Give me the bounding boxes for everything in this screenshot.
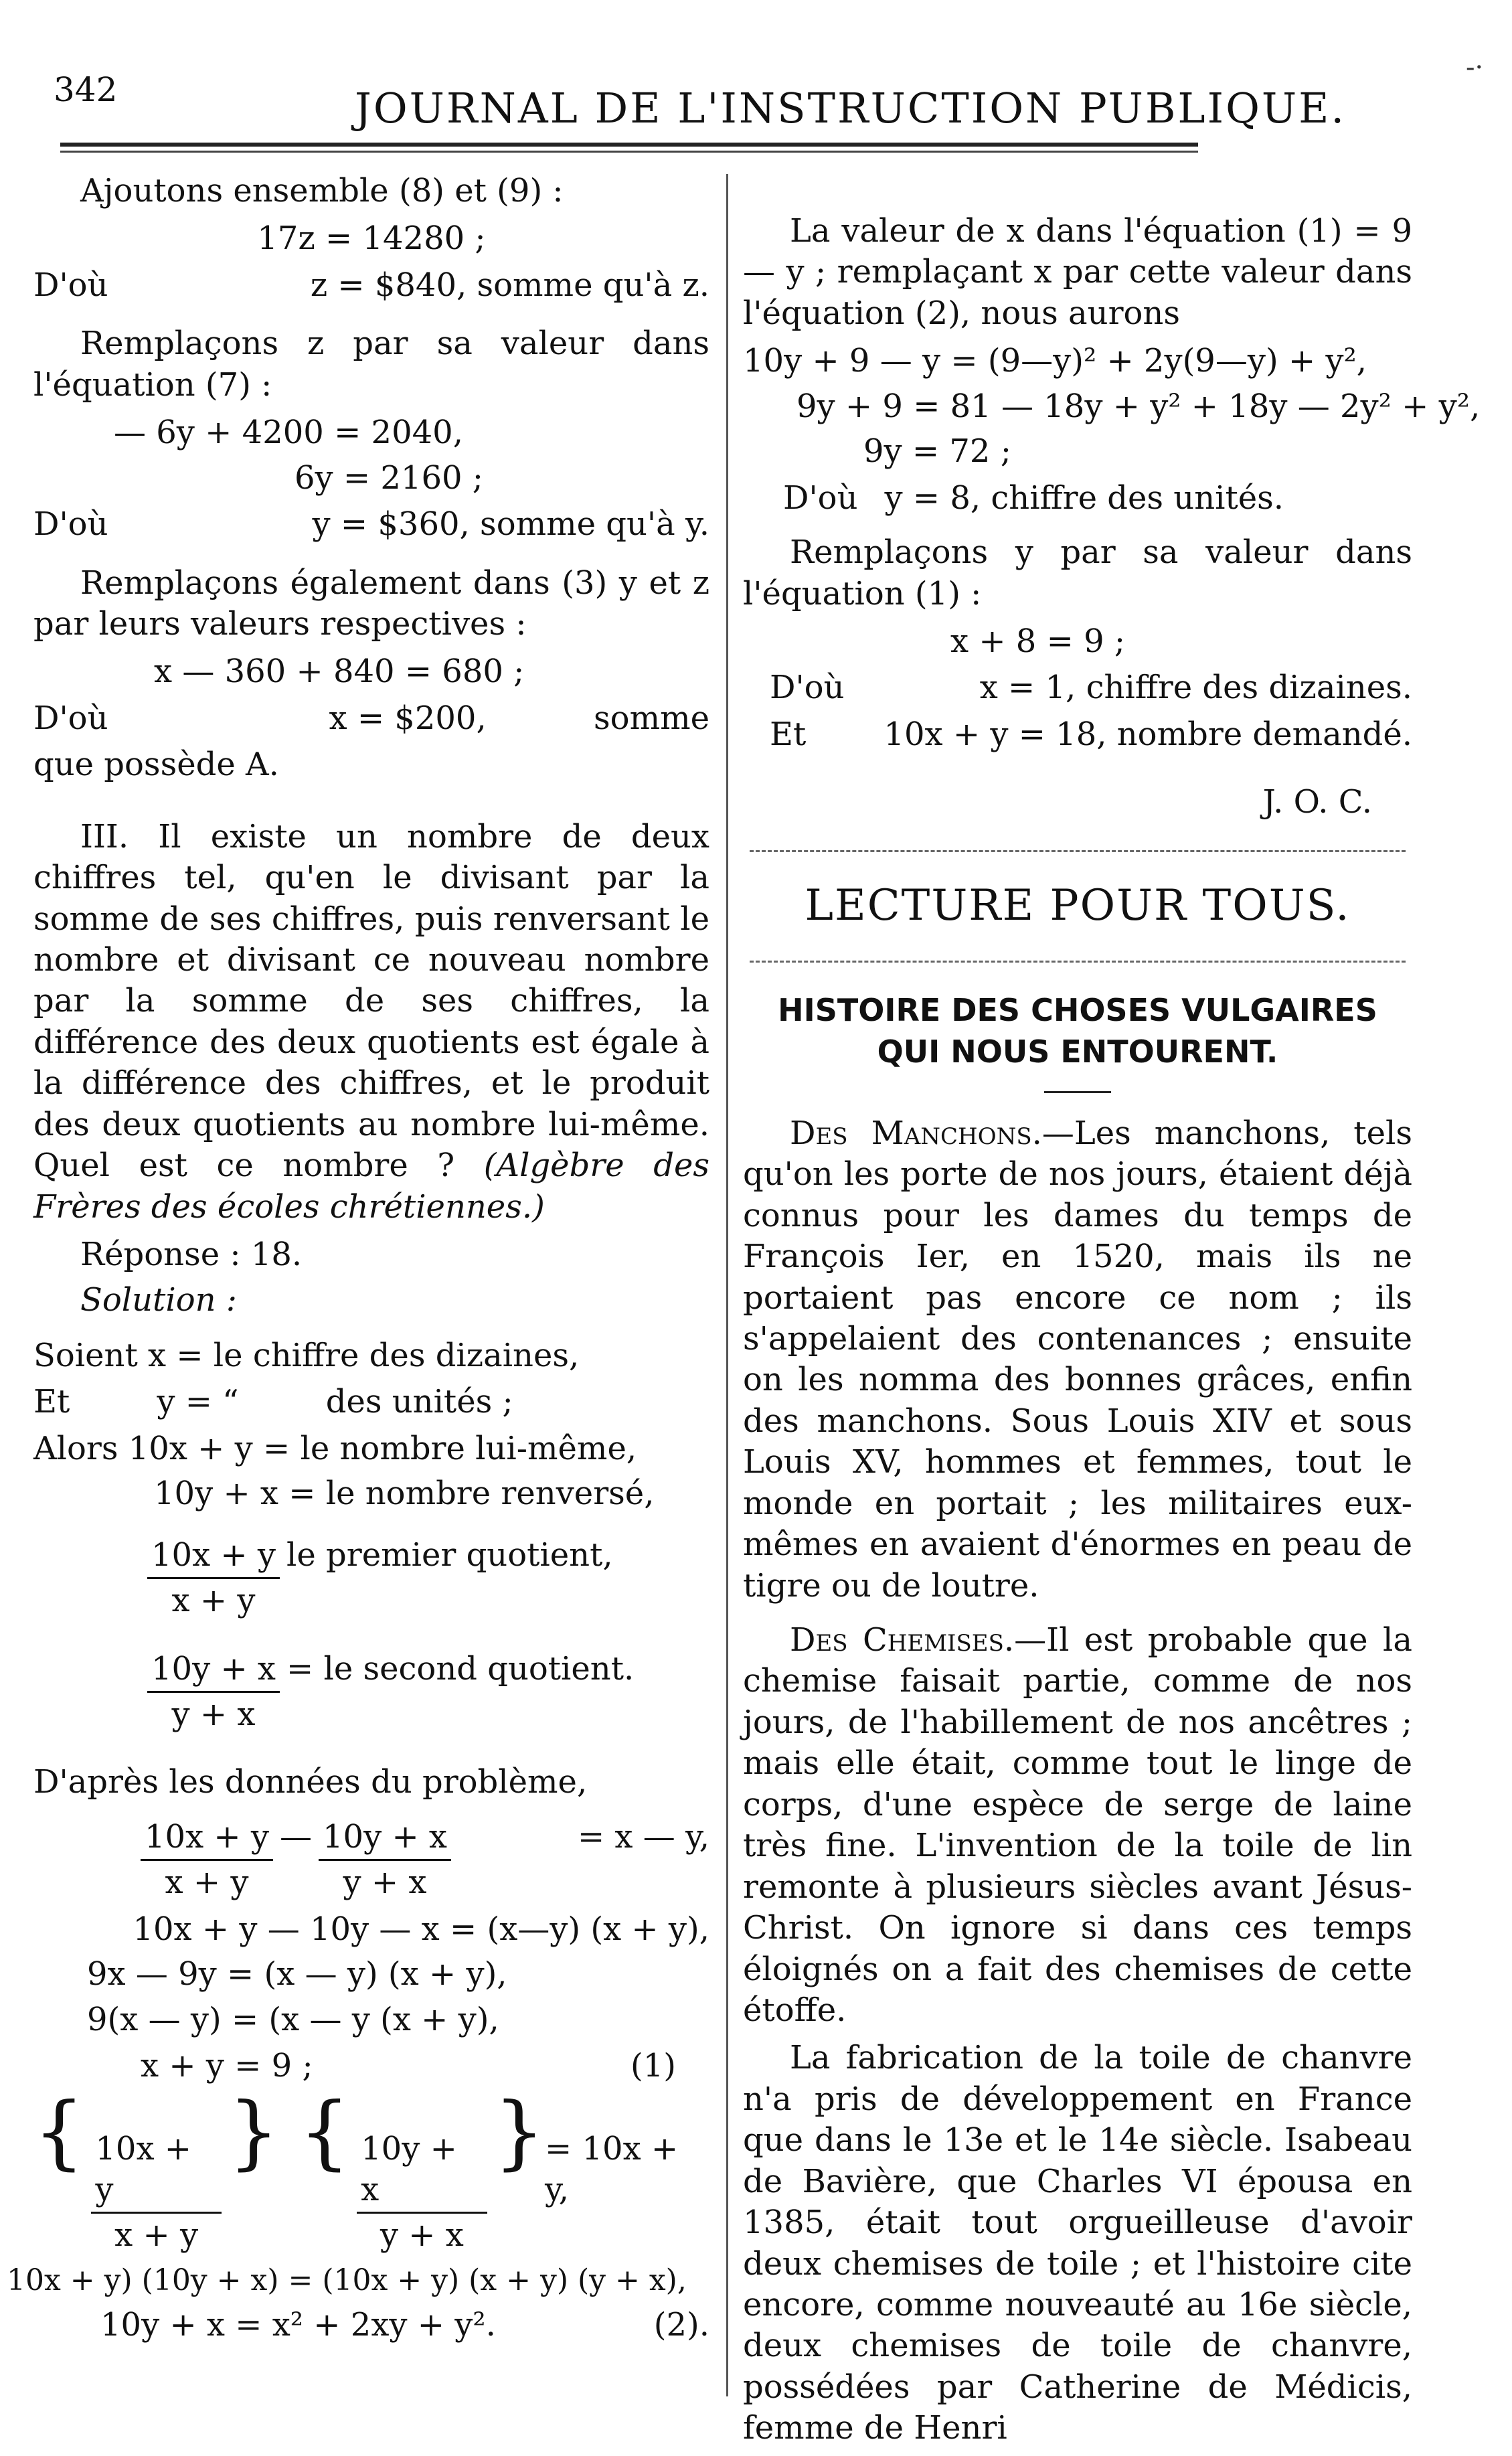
- section-divider: [750, 850, 1406, 852]
- title-rule: [1044, 1091, 1111, 1093]
- histoire-title: [743, 989, 1412, 1072]
- left-p3-tail2: que possède A.: [33, 746, 279, 784]
- fraction: $\frac{10y + x}{y + x}$: [319, 1817, 451, 1904]
- alors-line: Alors 10x + y = le nombre lui-même,: [33, 1429, 637, 1467]
- dou-label: D'où: [33, 505, 108, 544]
- right-r1-eq3: 9y = 72 ;: [863, 432, 1011, 471]
- left-p2-eq1: — 6y + 4200 = 2040,: [114, 414, 463, 452]
- problem-text: III. Il existe un nombre de deux chiffres tel, qu'en le divisant par la somme de ses chiffres, puis renversant le nombre et divisant ce nouveau nombre par la somme de ses chiffres, la différence des deux quotients est égale à la différence des chiffres, et le produit des deux quotients au nombre lui-même. Quel est ce nombre ?: [33, 817, 709, 1185]
- equation-2: 10y + x = x² + 2xy + y². (2).: [33, 2305, 709, 2346]
- left-p2-result: [33, 504, 709, 545]
- right-r1-eq2: 9y + 9 = 81 — 18y + y² + 18y — 2y² + y²,: [796, 387, 1481, 425]
- right-column: [743, 171, 1481, 2456]
- left-p2-intro: Remplaçons z par sa valeur dans l'équation (7) :: [33, 325, 709, 404]
- equation-line: 9(x — y) = (x — y (x + y),: [87, 2000, 499, 2038]
- left-p1-eq2: z = $840, somme qu'à z.: [310, 266, 709, 304]
- dapres-line: D'après les données du problème,: [33, 1763, 588, 1801]
- left-p2-eq2: 6y = 2160 ;: [295, 459, 483, 497]
- dou-label: D'où: [783, 479, 858, 517]
- left-p1-result: [33, 265, 709, 306]
- brace-right: }: [228, 2085, 280, 2179]
- fraction: $\frac{10x + y}{x + y}$: [91, 2129, 222, 2257]
- left-p1-intro: Ajoutons ensemble (8) et (9) :: [80, 172, 564, 210]
- fabrication-paragraph: La fabrication de la toile de chanvre n'a pris de développement en France que dans le 13e et le 14e siècle. Isabeau de Bavière, que Charles VI épousa en 1385, était tout orgueilleuse d'avoir deux chemises de toile ; et l'histoire cite encore, comme nouveauté au 16e siècle, deux chemises de toile de chanvre, possédées par Catherine de Médicis, femme de Henri: [743, 2039, 1412, 2447]
- second-quotient-label: = le second quotient.: [286, 1649, 635, 1688]
- brace-left: {: [33, 2085, 85, 2179]
- page-header: [47, 64, 1399, 164]
- header-rule: [60, 143, 1198, 147]
- et-line: [33, 1382, 709, 1422]
- right-r2-eq2: x = 1, chiffre des dizaines.: [979, 669, 1412, 707]
- left-p3-tail: somme: [594, 699, 709, 737]
- soient-line: Soient x = le chiffre des dizaines,: [33, 1336, 580, 1374]
- problem-iii: [33, 817, 709, 1228]
- equation-1: x + y = 9 ; (1): [33, 2046, 709, 2086]
- right-r2-eq3: 10x + y = 18, nombre demandé.: [884, 715, 1412, 753]
- right-r1-intro: La valeur de x dans l'équation (1) = 9 — y ; remplaçant x par cette valeur dans l'équation (2), nous aurons: [743, 212, 1412, 332]
- left-p1-eq1: 17z = 14280 ;: [257, 220, 486, 258]
- et-unites: des unités ;: [325, 1383, 513, 1421]
- chemises-paragraph: [743, 1620, 1412, 2031]
- problem-source: (Algèbre des Frères des écoles chrétiennes.): [33, 1147, 710, 1226]
- equation-product: { $\frac{10x + y}{x + y}$ } { $\frac{10y + x}{y + x}$ } = 10x + y,: [33, 2093, 709, 2257]
- solution-label: Solution :: [80, 1281, 237, 1319]
- fraction: $\frac{10y + x}{y + x}$: [147, 1649, 280, 1736]
- equation-difference: $\frac{10x + y}{x + y}$ — $\frac{10y + x}{y + x}$ = x — y,: [33, 1817, 709, 1904]
- manchons-paragraph: [743, 1113, 1412, 1607]
- journal-title: JOURNAL DE L'INSTRUCTION PUBLIQUE.: [355, 84, 1347, 133]
- right-r2-result: [743, 667, 1412, 708]
- fraction: $\frac{10y + x}{y + x}$: [357, 2129, 487, 2257]
- et-label: Et: [770, 715, 807, 753]
- lecture-title: LECTURE POUR TOUS.: [805, 880, 1351, 930]
- right-r1-result: [743, 478, 1412, 519]
- equation-line: 10x + y) (10y + x) = (10x + y) (x + y) (y + x),: [7, 2263, 687, 2297]
- reponse: Réponse : 18.: [80, 1236, 303, 1274]
- equation-line: 10x + y — 10y — x = (x—y) (x + y),: [133, 1910, 709, 1948]
- right-r2-intro: Remplaçons y par sa valeur dans l'équation (1) :: [743, 534, 1412, 612]
- alors-line-2: 10y + x = le nombre renversé,: [154, 1475, 655, 1513]
- et-y: y = “: [157, 1383, 239, 1421]
- fraction: $\frac{10x + y}{x + y}$: [141, 1817, 273, 1904]
- right-r2-final: [743, 714, 1412, 755]
- chemises-text: —Il est probable que la chemise faisait partie, comme de nos jours, de l'habillement de nos ancêtres ; mais elle était, comme tout le linge de corps, d'une espèce de serge de laine très fine. L'invention de la toile de lin remonte à plusieurs siècles avant Jésus-Christ. On ignore si dans ces temps éloignés on a fait des chemises de cette étoffe.: [743, 1621, 1412, 2029]
- left-p3-eq2: x = $200,: [329, 699, 487, 737]
- second-quotient: [33, 1649, 709, 1736]
- signature: J. O. C.: [1262, 783, 1372, 821]
- et-label: Et: [33, 1383, 70, 1421]
- right-r2-eq1: x + 8 = 9 ;: [950, 622, 1126, 660]
- equation-tag: (1): [631, 2047, 676, 2085]
- left-column: [7, 171, 710, 2352]
- dou-label: D'où: [770, 669, 845, 707]
- corner-mark: -·: [1466, 52, 1484, 83]
- premier-quotient-label: le premier quotient,: [286, 1536, 613, 1574]
- left-p3-result: [33, 698, 709, 739]
- left-p3-intro: Remplaçons également dans (3) y et z par leurs valeurs respectives :: [33, 564, 709, 643]
- chemises-head: Des Chemises.: [790, 1621, 1015, 1659]
- manchons-head: Des Manchons.: [790, 1114, 1042, 1152]
- equation-line: 9x — 9y = (x — y) (x + y),: [87, 1955, 507, 1993]
- section-divider: [750, 961, 1406, 963]
- right-r1-eq4: y = 8, chiffre des unités.: [884, 479, 1284, 517]
- left-p3-eq1: x — 360 + 840 = 680 ;: [154, 653, 525, 691]
- header-rule-thin: [60, 151, 1198, 153]
- dou-label: D'où: [33, 699, 108, 737]
- page-number: 342: [54, 70, 118, 109]
- histoire-title-line-2: QUI NOUS ENTOURENT.: [877, 1033, 1278, 1070]
- brace-right: }: [493, 2085, 545, 2179]
- premier-quotient: [33, 1535, 709, 1622]
- equation-tag: (2).: [653, 2306, 709, 2344]
- manchons-text: —Les manchons, tels qu'on les porte de nos jours, étaient déjà connus pour les dames du temps de François Ier, en 1520, mais ils ne portaient pas encore ce nom ; ils s'appelaient des contenances ; ensuite on les nomma des bonnes grâces, enfin des manchons. Sous Louis XIV et sous Louis XV, hommes et femmes, tout le monde en portait ; les militaires eux-mêmes en avaient d'énormes en peau de tigre ou de loutre.: [743, 1114, 1412, 1605]
- column-divider: [726, 174, 728, 2396]
- fraction: $\frac{10x + y}{x + y}$: [147, 1535, 280, 1622]
- left-p2-eq3: y = $360, somme qu'à y.: [312, 505, 709, 544]
- right-r1-eq1: 10y + 9 — y = (9—y)² + 2y(9—y) + y²,: [743, 342, 1367, 380]
- brace-left: {: [299, 2085, 351, 2179]
- histoire-title-line-1: HISTOIRE DES CHOSES VULGAIRES: [778, 991, 1377, 1028]
- dou-label: D'où: [33, 266, 108, 304]
